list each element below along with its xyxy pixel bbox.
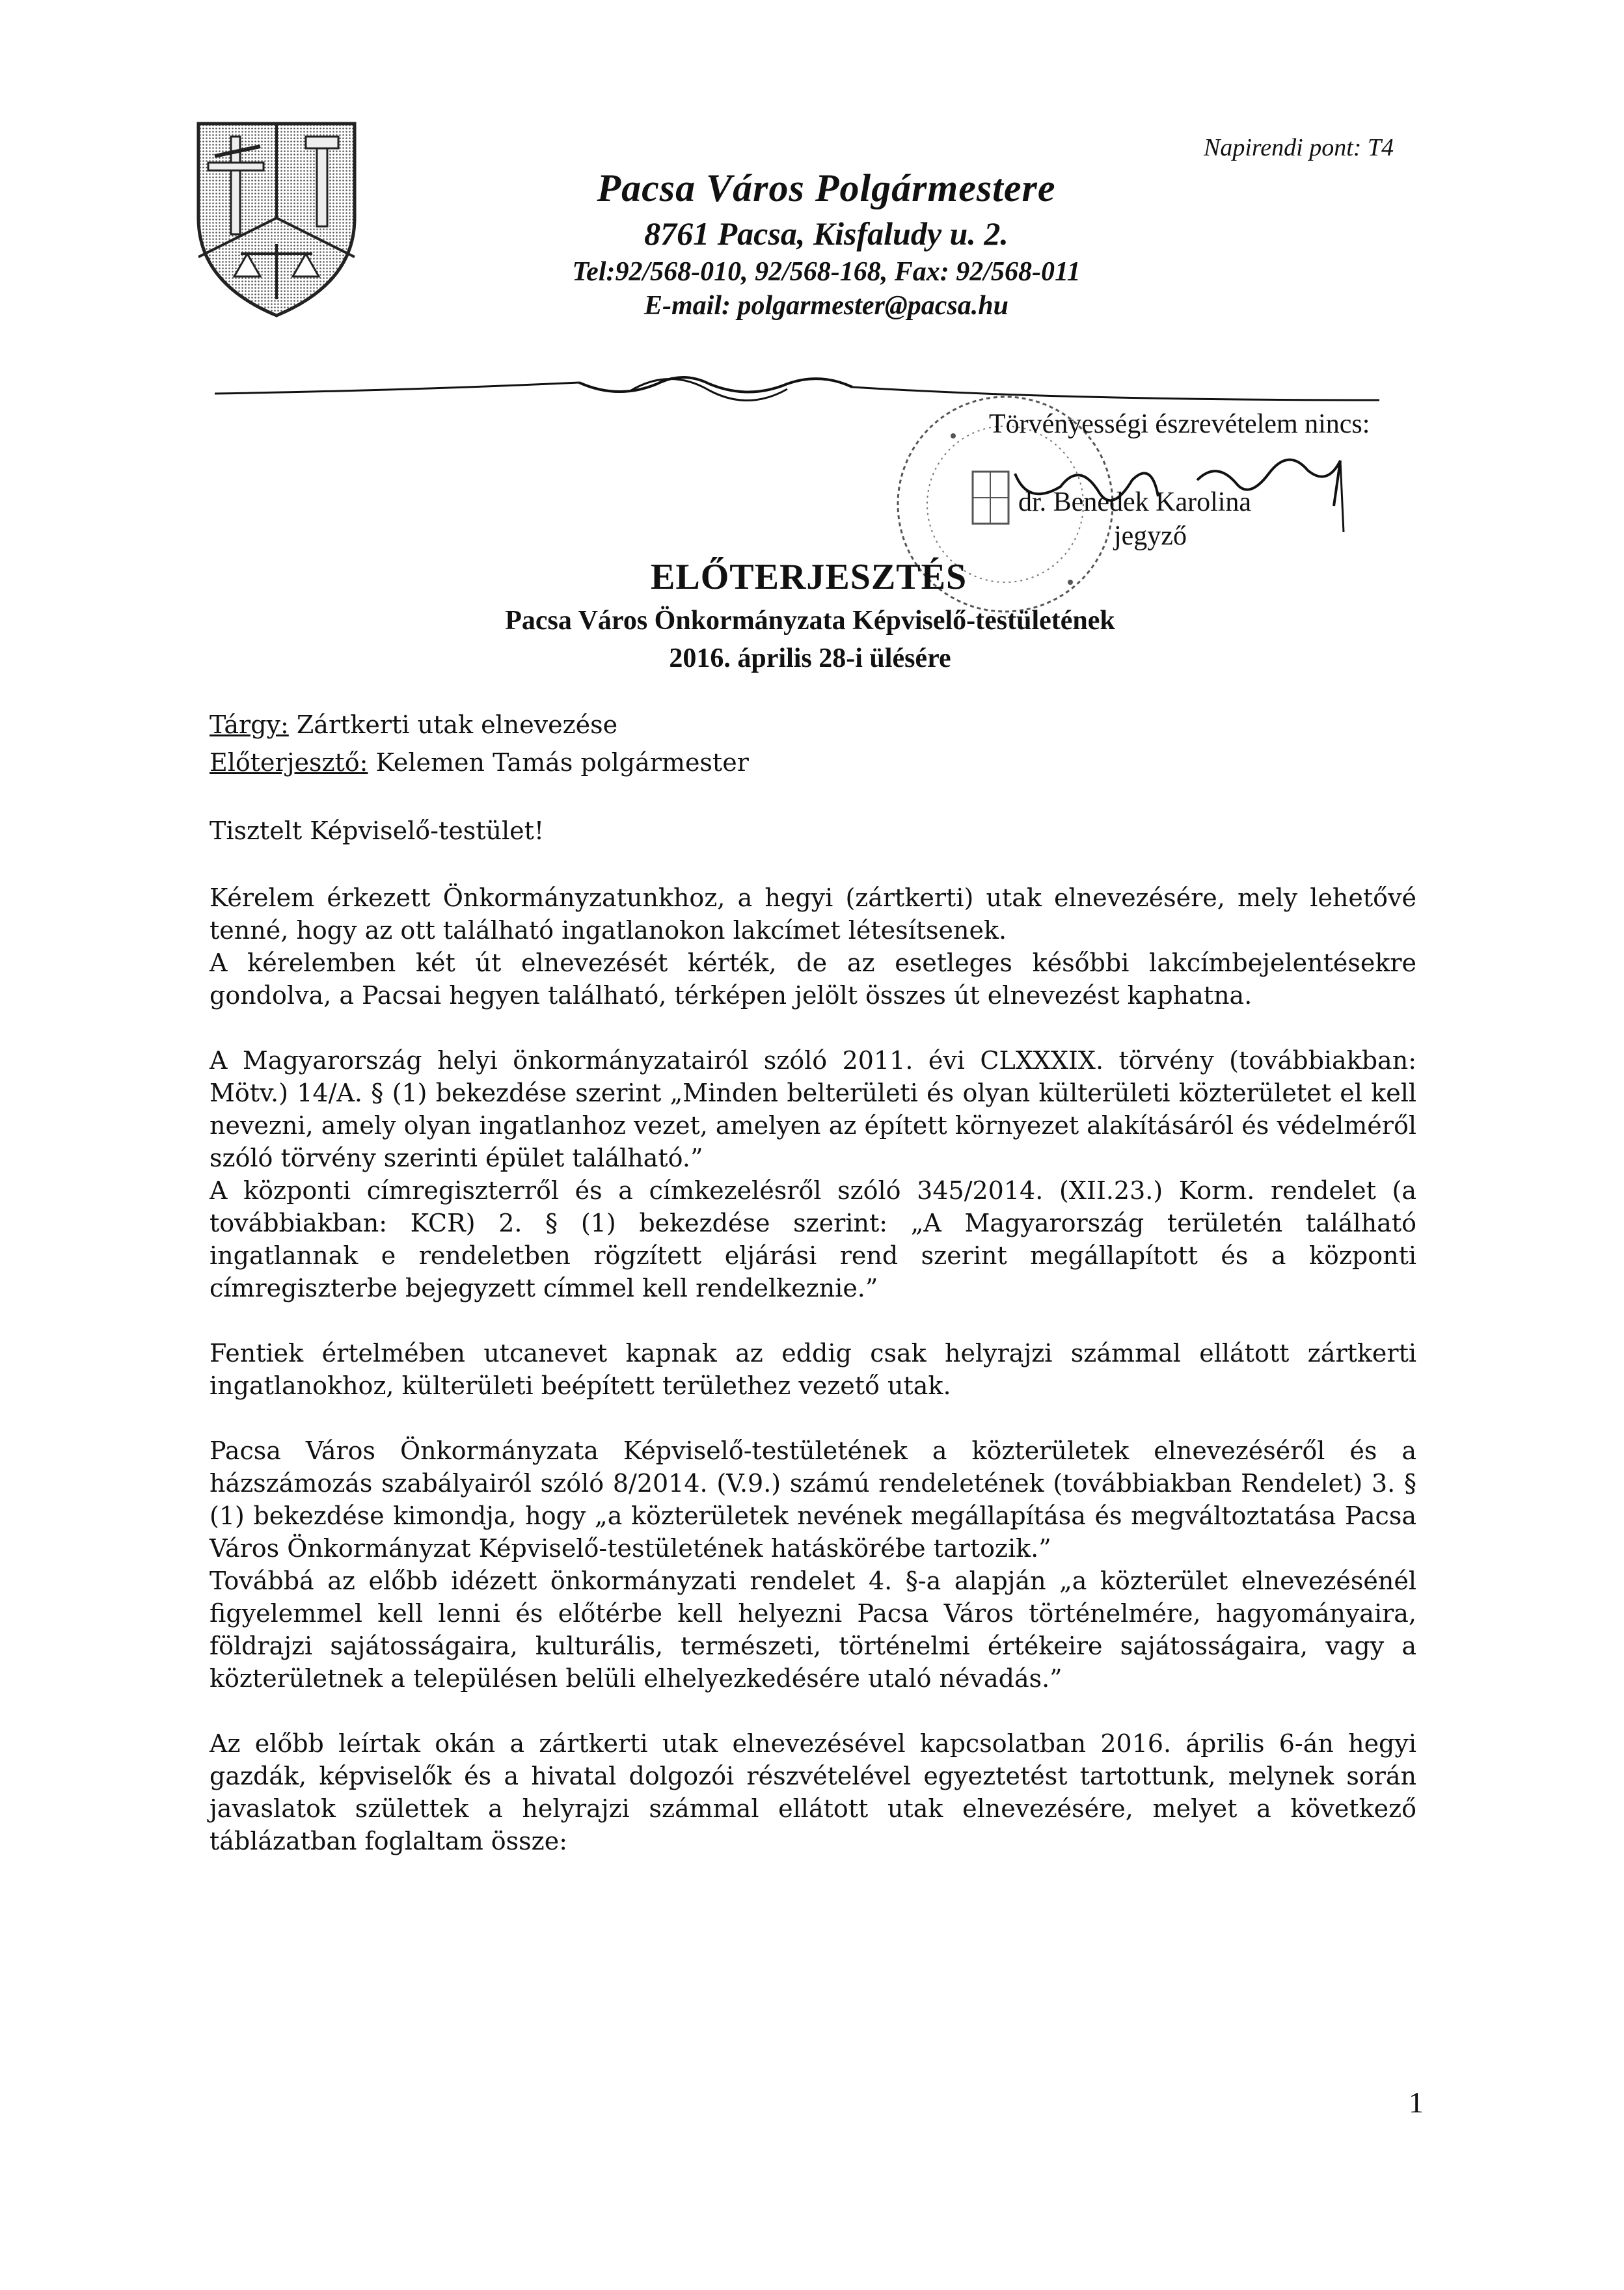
subject-row [210,706,749,744]
presenter-label: Előterjesztő: [210,748,368,777]
paragraph: A kérelemben két út elnevezését kérték, de az esetleges későbbi lakcímbejelentésekre gondolva, a Pacsai hegyen található, térképen jelölt összes út elnevezést kaphatna. [210,949,1416,1010]
subtitle-line-1: Pacsa Város Önkormányzata Képviselő-testületének [505,606,1115,636]
letterhead-email: E-mail: polgarmester@pacsa.hu [644,291,1008,321]
document-title: ELŐTERJESZTÉS [651,557,968,597]
paragraph: Pacsa Város Önkormányzata Képviselő-testületének a közterületek elnevezéséről és a házszámozás szabályairól szóló 8/2014. (V.9.) számú rendeletének (továbbiakban Rendelet) 3. § (1) bekezdése kimondja, hogy „a közterületek nevének megállapítása és megváltoztatása Pacsa Város Önkormányzat Képviselő-testületének hatáskörébe tartozik.” [210,1436,1416,1563]
notary-role: jegyző [1114,521,1187,551]
paragraph: Kérelem érkezett Önkormányzatunkhoz, a hegyi (zártkerti) utak elnevezésére, mely lehetővé tenné, hogy az ott található ingatlanokon lakcímet létesítsenek. [210,883,1416,945]
paragraph: A Magyarország helyi önkormányzatairól szóló 2011. évi CLXXXIX. törvény (továbbiakban: Mötv.) 14/A. § (1) bekezdése szerint „Minden belterületi és olyan külterületi közterületet el kell nevezni, amely olyan ingatlanhoz vezet, amelyen az épített környezet alakításáról és védelméről szóló törvény szerinti épület található.” [210,1046,1416,1172]
page-number: 1 [1409,2086,1424,2119]
document-subtitle [364,602,1256,677]
letterhead [455,166,1197,321]
document-meta [210,706,749,781]
letterhead-phone: Tel:92/568-010, 92/568-168, Fax: 92/568-011 [572,257,1081,287]
presenter-value: Kelemen Tamás polgármester [368,748,749,777]
paragraph: A központi címregiszterről és a címkezelésről szóló 345/2014. (XII.23.) Korm. rendelet (a továbbiakban: KCR) 2. § (1) bekezdése szerint: „A Magyarország területén található ingatlannak e rendeletben rögzített eljárási rend szerint megállapított és a központi címregiszterbe bejegyzett címmel kell rendelkeznie.” [210,1176,1416,1302]
document-body [210,882,1416,1857]
presenter-row [210,744,749,781]
salutation: Tisztelt Képviselő-testület! [210,816,545,845]
notary-name: dr. Benedek Karolina [1018,487,1252,517]
coat-of-arms-icon [195,120,358,319]
paragraph: Az előbb leírtak okán a zártkerti utak elnevezésével kapcsolatban 2016. április 6-án hegyi gazdák, képviselők és a hivatal dolgozói részvételével egyeztetést tartottunk, melynek során javaslatok születtek a helyrajzi számmal ellátott utak elnevezésére, melyet a következő táblázatban foglaltam össze: [210,1729,1416,1855]
letterhead-address: 8761 Pacsa, Kisfaludy u. 2. [644,215,1008,252]
letterhead-title: Pacsa Város Polgármestere [597,167,1056,209]
legality-statement: Törvényességi észrevételem nincs: [989,409,1370,439]
agenda-item: Napirendi pont: T4 [1204,134,1394,161]
subtitle-line-2: 2016. április 28-i ülésére [669,643,951,673]
subject-label: Tárgy: [210,710,289,739]
paragraph: Továbbá az előbb idézett önkormányzati rendelet 4. §-a alapján „a közterület elnevezésénél figyelemmel kell lenni és előtérbe kell helyezni Pacsa Város történelmére, hagyományaira, földrajzi sajátosságaira, kulturális, természeti, történelmi értékeire sajátosságaira, vagy a közterületnek a településen belüli elhelyezkedésére utaló névadás.” [210,1567,1416,1693]
subject-value: Zártkerti utak elnevezése [288,710,618,739]
paragraph: Fentiek értelmében utcanevet kapnak az eddig csak helyrajzi számmal ellátott zártkerti ingatlanokhoz, külterületi beépített területhez vezető utak. [210,1339,1416,1400]
